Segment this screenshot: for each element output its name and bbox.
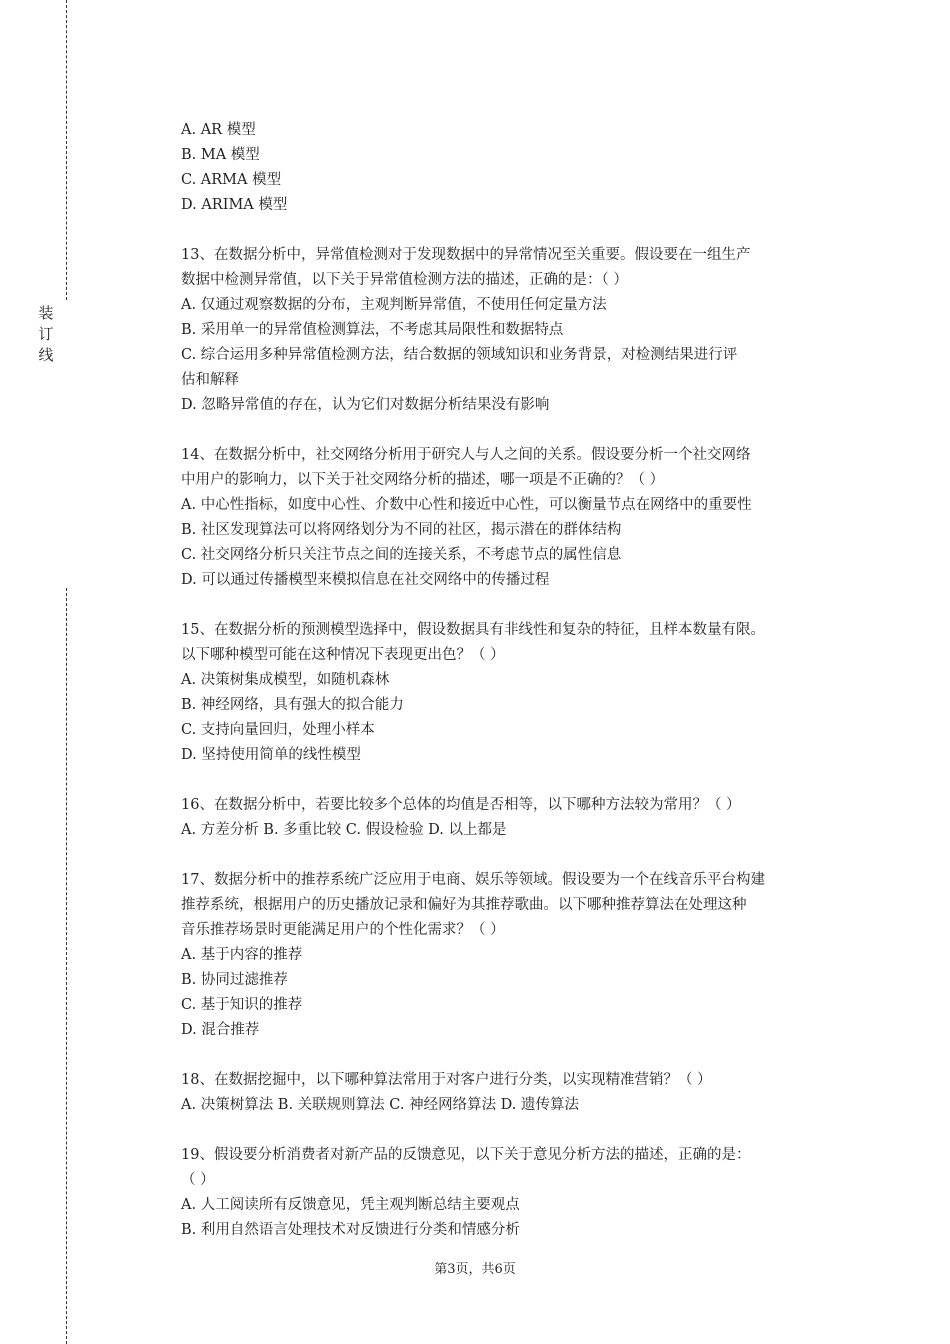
text-line: C. ARMA 模型 [181, 172, 282, 188]
text-line: 14、在数据分析中，社交网络分析用于研究人与人之间的关系。假设要分析一个社交网络 [181, 447, 751, 463]
text-line: 数据中检测异常值，以下关于异常值检测方法的描述，正确的是：（ ） [181, 272, 628, 288]
text-line: 估和解释 [181, 372, 239, 388]
text-line: 音乐推荐场景时更能满足用户的个性化需求？（ ） [181, 922, 505, 938]
text-line: C. 基于知识的推荐 [181, 997, 303, 1013]
text-line: 16、在数据分析中，若要比较多个总体的均值是否相等，以下哪种方法较为常用？（ ） [181, 797, 741, 813]
paragraph-gap [181, 843, 851, 868]
text-line: D. 混合推荐 [181, 1022, 260, 1038]
paragraph-gap [181, 418, 851, 443]
text-line: A. 仅通过观察数据的分布，主观判断异常值，不使用任何定量方法 [181, 297, 607, 313]
paragraph-gap [181, 1118, 851, 1143]
text-line: B. 利用自然语言处理技术对反馈进行分类和情感分析 [181, 1222, 520, 1238]
paragraph-gap [181, 218, 851, 243]
text-line: B. 协同过滤推荐 [181, 972, 288, 988]
paragraph-gap [181, 1043, 851, 1068]
text-line: A. AR 模型 [181, 122, 256, 138]
text-line: B. 神经网络，具有强大的拟合能力 [181, 697, 404, 713]
text-line: B. 社区发现算法可以将网络划分为不同的社区，揭示潜在的群体结构 [181, 522, 622, 538]
text-line: A. 中心性指标，如度中心性、介数中心性和接近中心性，可以衡量节点在网络中的重要性 [181, 497, 752, 513]
text-line: 18、在数据挖掘中，以下哪种算法常用于对客户进行分类，以实现精准营销？（ ） [181, 1072, 712, 1088]
text-line: 17、数据分析中的推荐系统广泛应用于电商、娱乐等领域。假设要为一个在线音乐平台构建 [181, 872, 765, 888]
text-line: A. 基于内容的推荐 [181, 947, 303, 963]
text-line: A. 决策树集成模型，如随机森林 [181, 672, 390, 688]
exam-content [181, 118, 851, 1243]
text-line: D. 可以通过传播模型来模拟信息在社交网络中的传播过程 [181, 572, 550, 588]
text-line: （ ） [181, 1172, 215, 1188]
binding-line-top [66, 0, 67, 300]
text-line: B. MA 模型 [181, 147, 260, 163]
text-line: 19、假设要分析消费者对新产品的反馈意见，以下关于意见分析方法的描述，正确的是： [181, 1147, 751, 1163]
paragraph-gap [181, 768, 851, 793]
text-line: 推荐系统，根据用户的历史播放记录和偏好为其推荐歌曲。以下哪种推荐算法在处理这种 [181, 897, 747, 913]
text-line: C. 综合运用多种异常值检测方法，结合数据的领域知识和业务背景，对检测结果进行评 [181, 347, 738, 363]
text-line: A. 人工阅读所有反馈意见，凭主观判断总结主要观点 [181, 1197, 520, 1213]
binding-line-bottom [66, 588, 67, 1344]
text-line: D. ARIMA 模型 [181, 197, 288, 213]
text-line: C. 支持向量回归，处理小样本 [181, 722, 375, 738]
page-footer: 第3页，共6页 [434, 1262, 516, 1277]
text-line: A. 决策树算法 B. 关联规则算法 C. 神经网络算法 D. 遗传算法 [181, 1097, 580, 1113]
text-line: D. 坚持使用简单的线性模型 [181, 747, 361, 763]
text-line: A. 方差分析 B. 多重比较 C. 假设检验 D. 以上都是 [181, 822, 507, 838]
text-line: D. 忽略异常值的存在，认为它们对数据分析结果没有影响 [181, 397, 550, 413]
text-line: 中用户的影响力，以下关于社交网络分析的描述，哪一项是不正确的？（ ） [181, 472, 665, 488]
paragraph-gap [181, 593, 851, 618]
text-line: 15、在数据分析的预测模型选择中，假设数据具有非线性和复杂的特征，且样本数量有限。 [181, 622, 765, 638]
text-line: C. 社交网络分析只关注节点之间的连接关系，不考虑节点的属性信息 [181, 547, 622, 563]
binding-label: 装订线 [38, 304, 54, 364]
text-line: 13、在数据分析中，异常值检测对于发现数据中的异常情况至关重要。假设要在一组生产 [181, 247, 751, 263]
text-line: 以下哪种模型可能在这种情况下表现更出色？（ ） [181, 647, 505, 663]
text-line: B. 采用单一的异常值检测算法，不考虑其局限性和数据特点 [181, 322, 564, 338]
